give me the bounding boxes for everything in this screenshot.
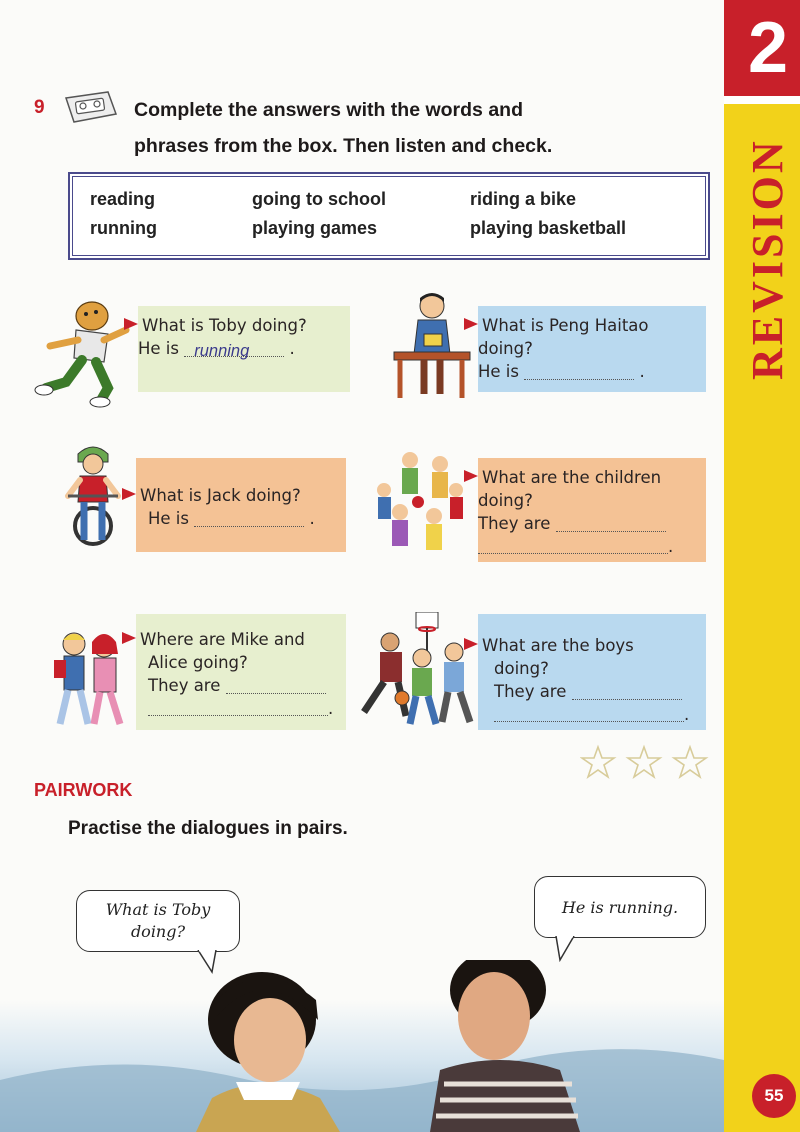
filled-answer	[524, 365, 534, 383]
page-number: 55	[752, 1074, 796, 1118]
answer-line-2	[478, 703, 696, 726]
word-box-item: reading	[90, 189, 156, 209]
answer-blank[interactable]	[194, 509, 304, 527]
answer-prefix: They are	[478, 514, 551, 533]
star-outline-icon	[674, 747, 706, 777]
answer-prefix: He is	[478, 362, 519, 381]
answer-line-2	[136, 697, 336, 720]
arrow-bullet-icon	[124, 318, 138, 330]
question-card	[478, 458, 706, 562]
question-line-1	[136, 628, 336, 651]
revision-label: REVISION	[743, 138, 792, 380]
answer-blank[interactable]	[524, 362, 634, 380]
filled-answer: running	[194, 342, 250, 360]
word-box-item: playing games	[252, 218, 378, 238]
question-line-2: Alice going?	[148, 653, 248, 672]
cycling-boy-illustration	[62, 440, 124, 548]
speech-bubble-girl	[76, 890, 240, 952]
word-box-item: riding a bike	[470, 189, 577, 209]
pairwork-heading: PAIRWORK	[34, 780, 133, 800]
answer-blank[interactable]	[148, 698, 328, 716]
answer-line	[136, 507, 336, 530]
answer-prefix: They are	[494, 682, 567, 701]
answer-blank[interactable]	[478, 536, 668, 554]
answer-line	[478, 680, 696, 703]
arrow-bullet-icon	[122, 632, 136, 644]
question-line-2: doing?	[478, 339, 533, 358]
speech-bubble-boy: He is running.	[534, 876, 706, 938]
answer-suffix: .	[684, 705, 690, 724]
question-text: What is Jack doing?	[140, 486, 301, 505]
answer-line	[478, 360, 696, 383]
question-line-1	[478, 634, 696, 657]
filled-answer	[556, 517, 566, 535]
children-playing-illustration	[370, 446, 474, 562]
pairwork-photo	[0, 960, 724, 1132]
speech-bubble-tail	[552, 936, 582, 962]
answer-line	[478, 512, 696, 535]
word-box	[68, 172, 710, 260]
instruction-line-1: Complete the answers with the words and	[134, 99, 523, 121]
question-text: What are the boys	[482, 636, 634, 655]
bubble-line-1: What is Toby	[105, 900, 211, 919]
answer-line-2	[478, 535, 696, 558]
instruction-line-2: phrases from the box. Then listen and check.	[134, 135, 553, 157]
answer-suffix: .	[289, 339, 295, 358]
star-rating[interactable]	[580, 744, 710, 780]
answer-suffix: .	[668, 537, 674, 556]
reading-boy-illustration	[390, 290, 472, 402]
answer-prefix: They are	[148, 676, 221, 695]
answer-line	[138, 337, 340, 360]
question-line-1	[138, 314, 340, 337]
unit-number: 2	[747, 8, 789, 88]
pairwork-instruction: Practise the dialogues in pairs.	[68, 818, 348, 839]
exercise-instruction	[134, 92, 704, 164]
question-card	[136, 458, 346, 552]
arrow-bullet-icon	[464, 470, 478, 482]
question-text: What is Toby doing?	[142, 316, 307, 335]
question-line-2: doing?	[494, 659, 549, 678]
strip-divider	[724, 96, 800, 104]
answer-blank[interactable]	[556, 514, 666, 532]
answer-blank[interactable]	[494, 704, 684, 722]
bubble-line-2: doing?	[130, 922, 186, 941]
question-line-1	[478, 314, 696, 337]
arrow-bullet-icon	[464, 638, 478, 650]
question-line-1	[136, 484, 336, 507]
word-box-item: running	[90, 218, 157, 238]
filled-answer	[572, 685, 582, 703]
answer-line	[136, 674, 336, 697]
exercise-number: 9	[34, 97, 45, 118]
question-line-1	[478, 466, 696, 489]
answer-prefix: He is	[148, 509, 189, 528]
question-card	[478, 306, 706, 392]
speech-bubble-tail	[196, 950, 226, 974]
question-text: What is Peng Haitao	[482, 316, 649, 335]
question-text: Where are Mike and	[140, 630, 305, 649]
answer-blank[interactable]	[184, 339, 284, 360]
answer-suffix: .	[328, 699, 334, 718]
toby-running-illustration	[30, 290, 130, 408]
boys-basketball-illustration	[350, 612, 480, 732]
question-text: What are the children	[482, 468, 662, 487]
filled-answer	[194, 512, 204, 530]
question-card	[138, 306, 350, 392]
question-card	[478, 614, 706, 730]
star-outline-icon	[628, 747, 660, 777]
answer-prefix: He is	[138, 339, 179, 358]
word-box-item: going to school	[252, 189, 386, 209]
cassette-icon[interactable]	[62, 88, 120, 126]
question-card	[136, 614, 346, 730]
star-outline-icon	[582, 747, 614, 777]
arrow-bullet-icon	[464, 318, 478, 330]
filled-answer	[226, 679, 236, 697]
word-box-item: playing basketball	[470, 218, 627, 238]
answer-suffix: .	[639, 362, 645, 381]
answer-blank[interactable]	[572, 682, 682, 700]
answer-suffix: .	[309, 509, 315, 528]
answer-blank[interactable]	[226, 676, 326, 694]
arrow-bullet-icon	[122, 488, 136, 500]
question-line-2: doing?	[478, 491, 533, 510]
